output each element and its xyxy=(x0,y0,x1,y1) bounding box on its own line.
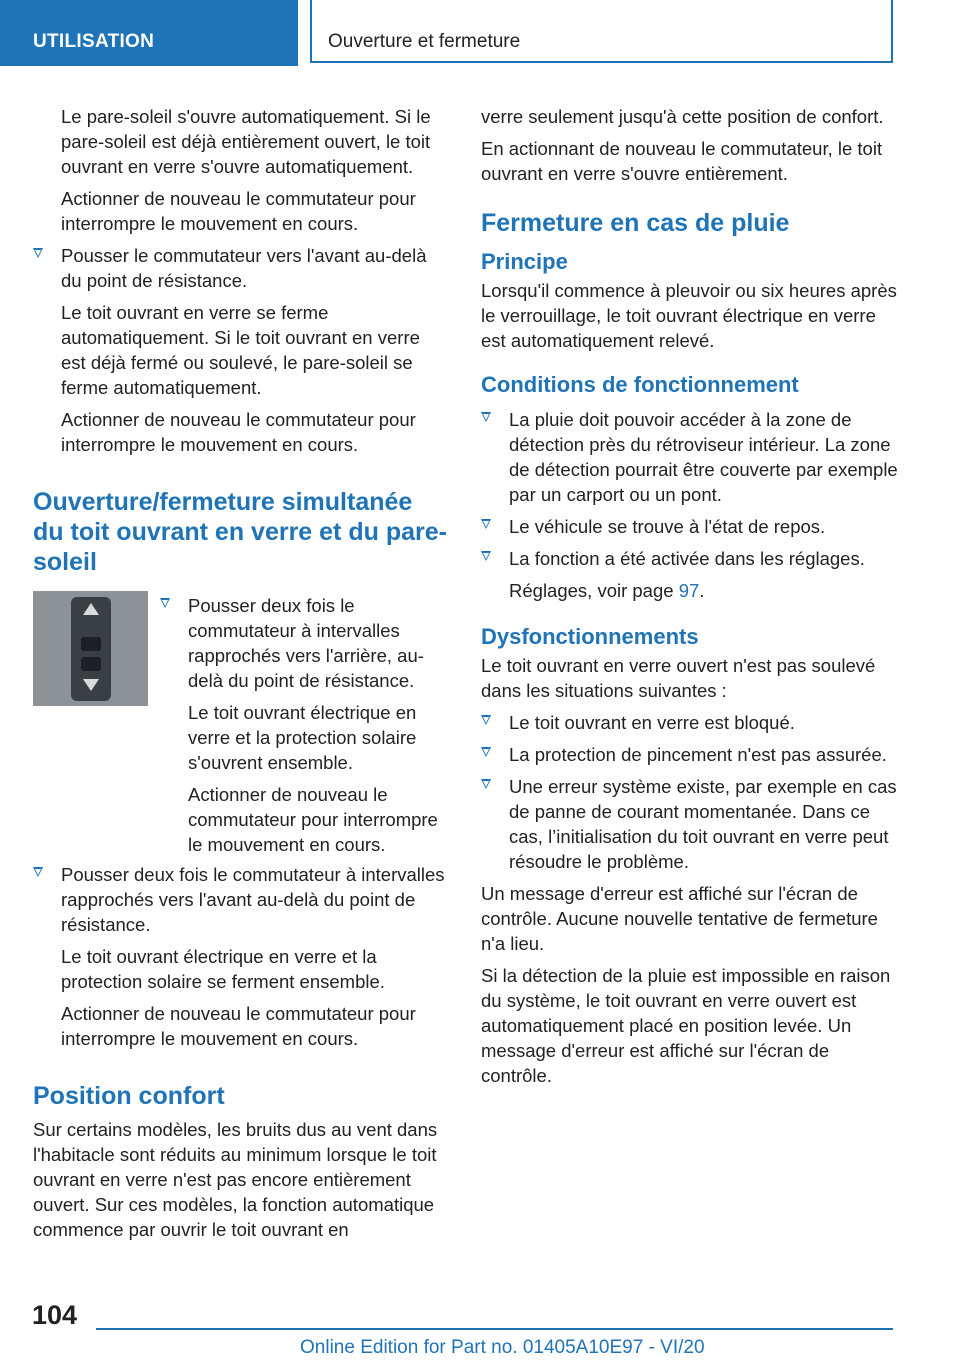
paragraph: Sur certains modèles, les bruits dus au vent dans l'habitacle sont réduits au minimum lorsque le toit ouvrant en verre n'est pas encore entièrement ouvert. Sur ces modèles, la fonction automatique commence par ouvrir le toit ouvrant en xyxy=(33,1119,438,1240)
paragraph: Lorsqu'il commence à pleuvoir ou six heures après le verrouillage, le toit ouvrant électrique en verre est automatiquement relevé. xyxy=(481,280,897,351)
paragraph: Actionner de nouveau le commutateur pour interrompre le mouvement en cours. xyxy=(61,409,416,455)
list-item-text: La pluie doit pouvoir accéder à la zone de détection près du rétroviseur intérieur. La zone de détection pourrait être couverte par exemple par un carport ou un pont. xyxy=(509,409,898,505)
left-column xyxy=(33,104,448,1249)
list-item-text: La fonction a été activée dans les réglages. xyxy=(509,548,865,569)
bullet-triangle-icon xyxy=(481,779,491,789)
paragraph: Le pare-soleil s'ouvre automatiquement. Si le pare-soleil est déjà entièrement ouvert, le toit ouvrant en verre s'ouvre automatiquement. xyxy=(61,106,431,177)
page-number: 104 xyxy=(32,1300,78,1330)
right-column xyxy=(481,104,899,1095)
bullet-triangle-icon xyxy=(481,412,491,422)
paragraph: Le toit ouvrant en verre se ferme automatiquement. Si le toit ouvrant en verre est déjà fermé ou soulevé, le pare-soleil se ferme automatiquement. xyxy=(61,302,420,398)
section-heading: Position confort xyxy=(33,1082,225,1110)
bullet-triangle-icon xyxy=(481,519,491,529)
figure-text xyxy=(160,593,448,864)
page-link[interactable]: 97 xyxy=(678,580,700,601)
list-item xyxy=(481,710,899,735)
bullet-triangle-icon xyxy=(481,715,491,725)
switch-photo-icon xyxy=(33,591,148,706)
bullet-triangle-icon xyxy=(33,867,43,877)
page-reference xyxy=(481,578,899,603)
list-item xyxy=(481,407,899,507)
figure-block xyxy=(33,593,448,855)
reference-end: . xyxy=(699,580,705,601)
bullet-triangle-icon xyxy=(33,248,43,258)
list-item xyxy=(481,742,899,767)
section-heading: Ouverture/fermeture simultanée du toit ouvrant en verre et du pare-soleil xyxy=(33,488,447,576)
paragraph: Le toit ouvrant en verre ouvert n'est pas soulevé dans les situations suivantes : xyxy=(481,655,876,701)
list-item-text: Pousser deux fois le commutateur à intervalles rapprochés vers l'avant au-delà du point de résistance. xyxy=(61,864,445,935)
subsection-heading: Principe xyxy=(481,249,568,274)
list-item xyxy=(33,862,448,937)
paragraph: Un message d'erreur est affiché sur l'écran de contrôle. Aucune nouvelle tentative de fermeture n'a lieu. xyxy=(481,883,878,954)
section-heading: Fermeture en cas de pluie xyxy=(481,209,790,237)
paragraph: Le toit ouvrant électrique en verre et la protection solaire se ferment ensemble. xyxy=(61,946,385,992)
subsection-heading: Dysfonctionnements xyxy=(481,624,699,649)
reference-text: Réglages, voir page xyxy=(509,580,679,601)
list-item-text: Le véhicule se trouve à l'état de repos. xyxy=(509,516,826,537)
bullet-triangle-icon xyxy=(481,747,491,757)
bullet-triangle-icon xyxy=(481,551,491,561)
paragraph: Actionner de nouveau le commutateur pour interrompre le mouvement en cours. xyxy=(188,784,438,855)
list-item-text: Le toit ouvrant en verre est bloqué. xyxy=(509,712,795,733)
paragraph: Actionner de nouveau le commutateur pour interrompre le mouvement en cours. xyxy=(61,188,416,234)
list-item xyxy=(481,774,899,874)
footer-edition: Online Edition for Part no. 01405A10E97 - VI/20 xyxy=(300,1337,705,1358)
paragraph: Le toit ouvrant électrique en verre et la protection solaire s'ouvrent ensemble. xyxy=(188,702,417,773)
footer-divider xyxy=(96,1328,893,1330)
list-item-text: Une erreur système existe, par exemple en cas de panne de courant momentanée. Dans ce cas, l’initialisation du toit ouvrant en verre peut résoudre le problème. xyxy=(509,776,897,872)
subsection-heading: Conditions de fonctionnement xyxy=(481,372,799,397)
list-item xyxy=(481,514,899,539)
list-item xyxy=(160,593,448,693)
paragraph: En actionnant de nouveau le commutateur, le toit ouvrant en verre s'ouvre entièrement. xyxy=(481,138,883,184)
header-section-tab xyxy=(0,0,298,66)
paragraph: Si la détection de la pluie est impossible en raison du système, le toit ouvrant en verre ouvert est automatiquement placé en position levée. Un message d'erreur est affiché sur l'écran de contrôle. xyxy=(481,965,891,1086)
header-chapter-label: Ouverture et fermeture xyxy=(328,31,521,52)
list-item-text: Pousser deux fois le commutateur à intervalles rapprochés vers l'arrière, au-delà du point de résistance. xyxy=(188,595,424,691)
bullet-triangle-icon xyxy=(160,598,170,608)
paragraph: Actionner de nouveau le commutateur pour interrompre le mouvement en cours. xyxy=(61,1003,416,1049)
list-item-text: Pousser le commutateur vers l'avant au-delà du point de résistance. xyxy=(61,245,427,291)
list-item xyxy=(481,546,899,571)
header-section-label: UTILISATION xyxy=(33,31,155,52)
paragraph: verre seulement jusqu'à cette position de confort. xyxy=(481,106,884,127)
header-chapter-box xyxy=(310,0,893,63)
list-item-text: La protection de pincement n'est pas assurée. xyxy=(509,744,887,765)
list-item xyxy=(33,243,448,293)
